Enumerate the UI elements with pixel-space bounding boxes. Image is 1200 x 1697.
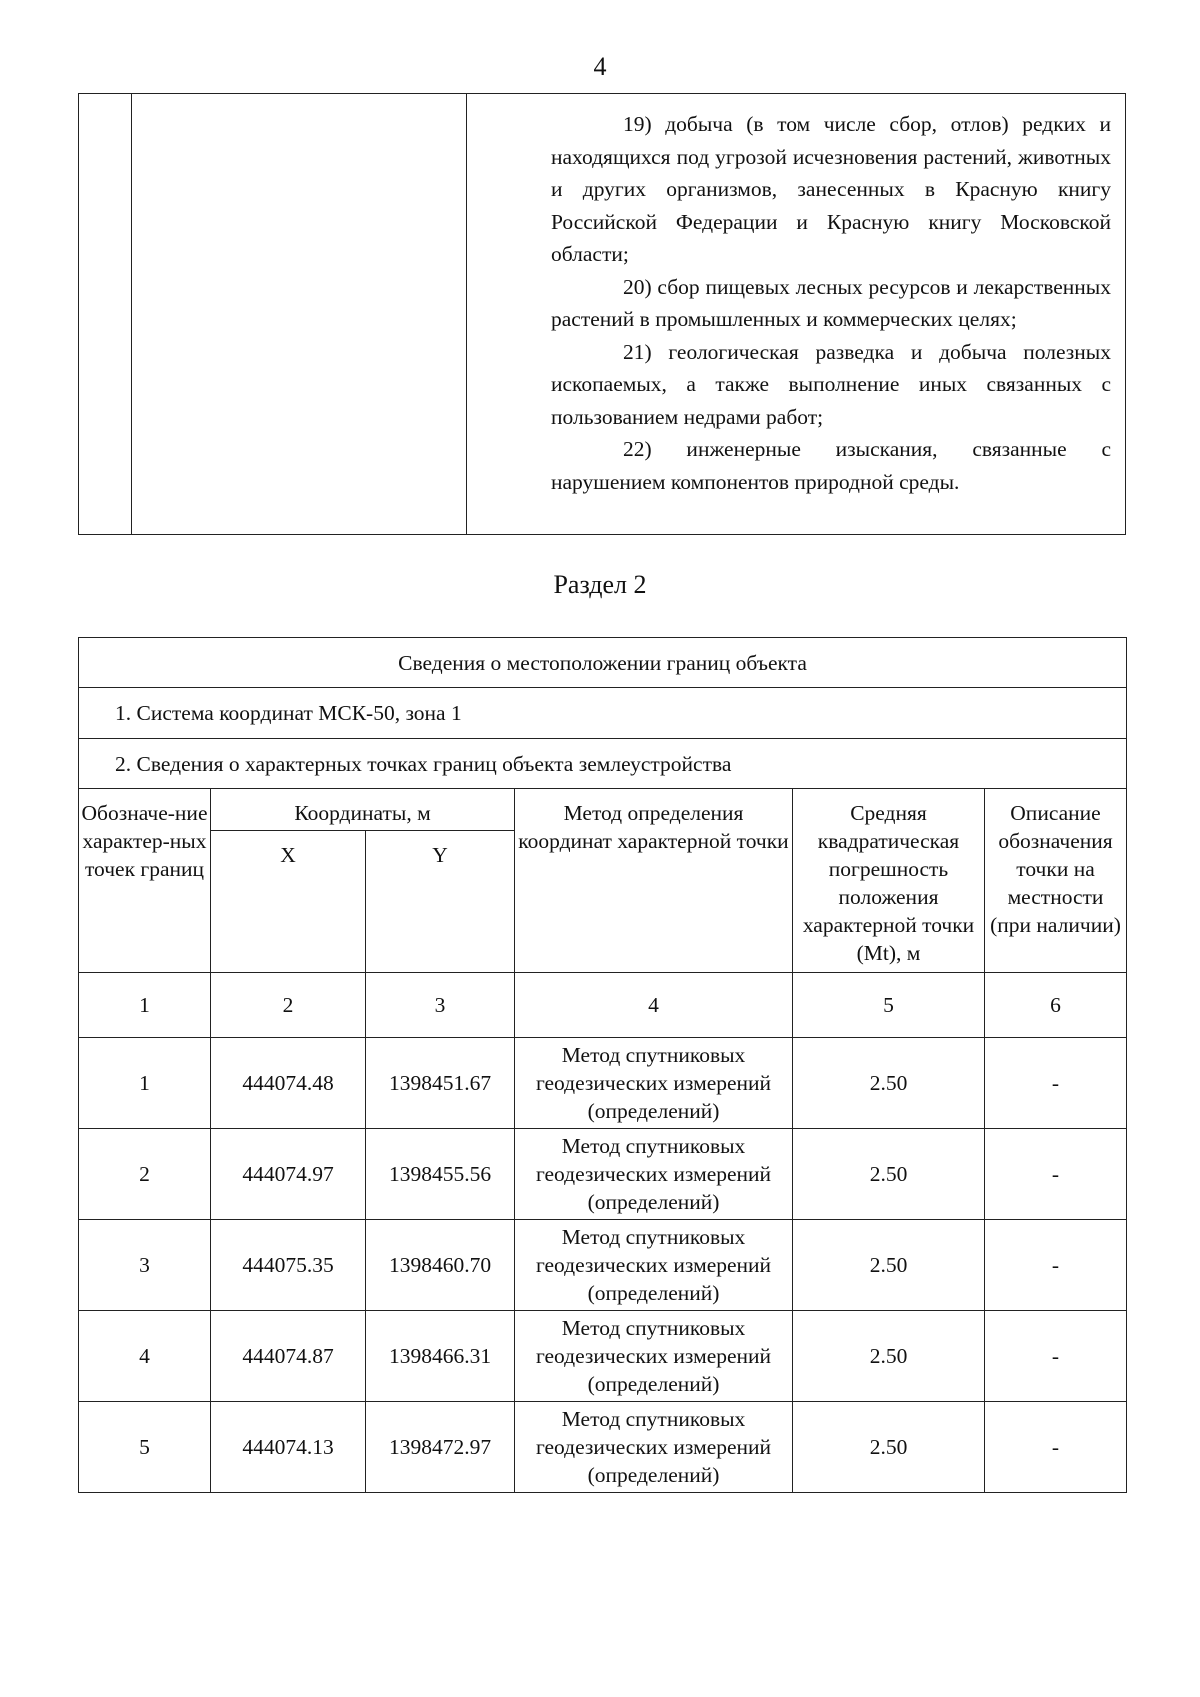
point-error: 2.50 (793, 1129, 985, 1220)
point-x: 444074.48 (211, 1038, 366, 1129)
header-error: Средняя квадратическая погрешность положения характерной точки (Mt), м (793, 789, 985, 973)
point-x: 444075.35 (211, 1220, 366, 1311)
restrictions-table (78, 93, 1126, 535)
point-number: 5 (79, 1402, 211, 1493)
column-number: 3 (366, 973, 515, 1038)
table-row (79, 1311, 1127, 1402)
column-number: 4 (515, 973, 793, 1038)
point-description: - (985, 1038, 1127, 1129)
point-method: Метод спутниковых геодезических измерений (определений) (515, 1038, 793, 1129)
point-y: 1398460.70 (366, 1220, 515, 1311)
point-error: 2.50 (793, 1038, 985, 1129)
point-y: 1398451.67 (366, 1038, 515, 1129)
column-number: 2 (211, 973, 366, 1038)
point-description: - (985, 1220, 1127, 1311)
restriction-item: 20) сбор пищевых лесных ресурсов и лекарственных растений в промышленных и коммерческих целях; (551, 274, 1111, 331)
boundary-points-table (78, 637, 1127, 1493)
point-number: 2 (79, 1129, 211, 1220)
point-method: Метод спутниковых геодезических измерений (определений) (515, 1129, 793, 1220)
point-x: 444074.87 (211, 1311, 366, 1402)
point-x: 444074.13 (211, 1402, 366, 1493)
coordinate-system: 1. Система координат МСК-50, зона 1 (79, 688, 1127, 739)
column-divider (466, 94, 467, 534)
point-method: Метод спутниковых геодезических измерений (определений) (515, 1220, 793, 1311)
table-row (79, 1129, 1127, 1220)
point-number: 1 (79, 1038, 211, 1129)
point-number: 4 (79, 1311, 211, 1402)
point-y: 1398455.56 (366, 1129, 515, 1220)
point-method: Метод спутниковых геодезических измерений (определений) (515, 1311, 793, 1402)
column-number: 1 (79, 973, 211, 1038)
point-description: - (985, 1402, 1127, 1493)
point-x: 444074.97 (211, 1129, 366, 1220)
header-x: X (211, 831, 366, 973)
point-error: 2.50 (793, 1402, 985, 1493)
restrictions-list (551, 108, 1111, 498)
point-y: 1398466.31 (366, 1311, 515, 1402)
header-y: Y (366, 831, 515, 973)
header-designation: Обозначе-ние характер-ных точек границ (79, 789, 211, 973)
point-description: - (985, 1311, 1127, 1402)
page-number: 4 (593, 52, 607, 81)
points-title: 2. Сведения о характерных точках границ объекта землеустройства (79, 739, 1127, 789)
point-method: Метод спутниковых геодезических измерений (определений) (515, 1402, 793, 1493)
point-number: 3 (79, 1220, 211, 1311)
restriction-item: 19) добыча (в том числе сбор, отлов) редких и находящихся под угрозой исчезновения растений, животных и других организмов, занесенных в Красную книгу Российской Федерации и Красную книгу Московской области; (551, 112, 1111, 266)
table-caption: Сведения о местоположении границ объекта (79, 638, 1127, 688)
header-coordinates: Координаты, м (211, 789, 515, 831)
restriction-item: 21) геологическая разведка и добыча полезных ископаемых, а также выполнение иных связанных с пользованием недрами работ; (551, 339, 1111, 429)
column-number: 5 (793, 973, 985, 1038)
table-row (79, 1402, 1127, 1493)
header-method: Метод определения координат характерной точки (515, 789, 793, 973)
restriction-item: 22) инженерные изыскания, связанные с нарушением компонентов природной среды. (551, 437, 1111, 494)
header-description: Описание обозначения точки на местности (при наличии) (985, 789, 1127, 973)
section-title: Раздел 2 (553, 570, 647, 599)
point-y: 1398472.97 (366, 1402, 515, 1493)
point-error: 2.50 (793, 1311, 985, 1402)
column-number: 6 (985, 973, 1127, 1038)
point-error: 2.50 (793, 1220, 985, 1311)
table-row (79, 1038, 1127, 1129)
point-description: - (985, 1129, 1127, 1220)
table-row (79, 1220, 1127, 1311)
column-divider (131, 94, 132, 534)
